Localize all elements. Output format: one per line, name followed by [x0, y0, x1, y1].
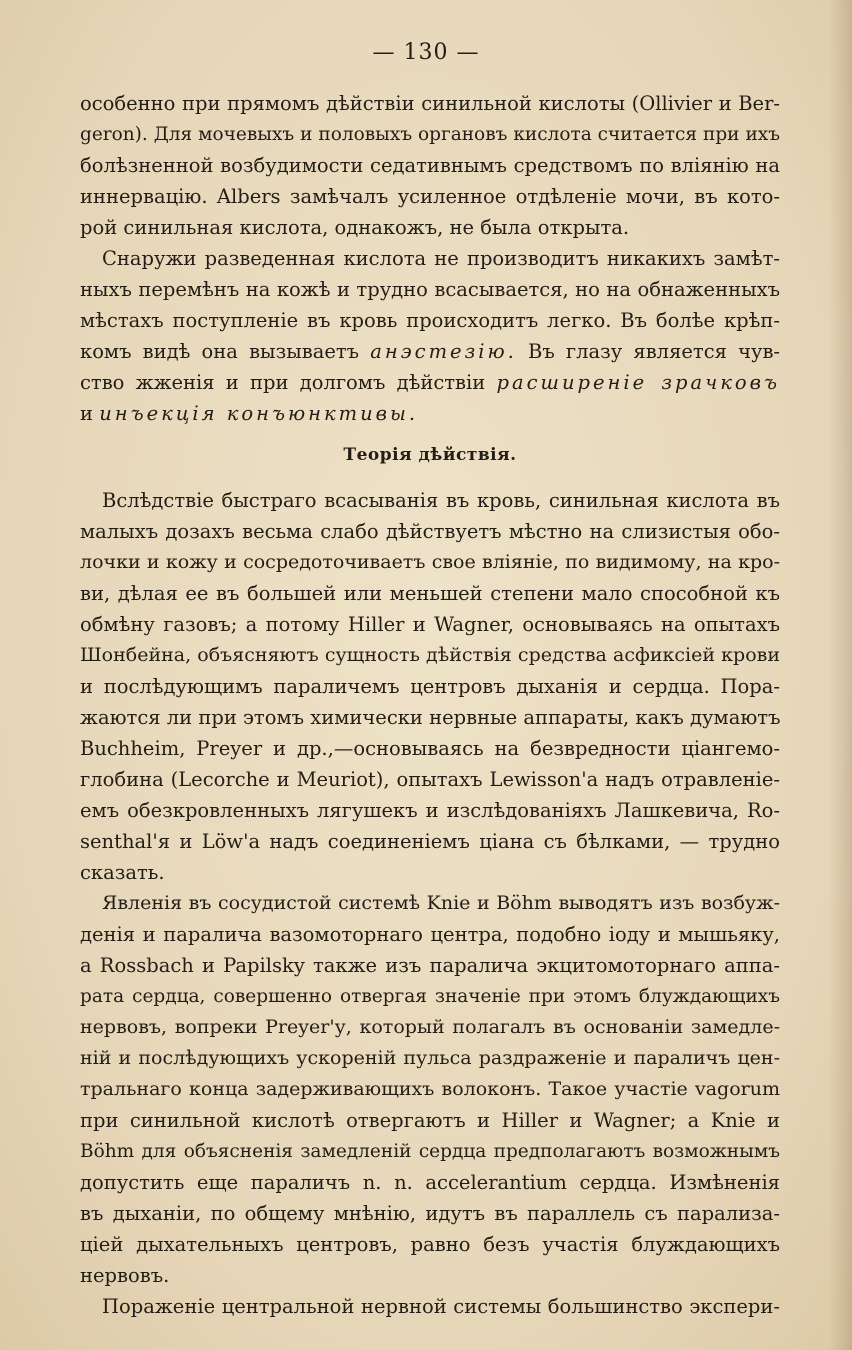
- text-line: мѣстахъ поступленіе въ кровь происходитъ легко. Въ болѣе крѣп-: [80, 309, 780, 332]
- text-segment: комъ видѣ она вызываетъ: [80, 340, 360, 363]
- text-line: болѣзненной возбудимости седативнымъ средствомъ по вліянію на: [80, 154, 780, 177]
- text-line: ви, дѣлая ее въ большей или меньшей степени мало способной къ: [80, 582, 780, 605]
- text-line: ній и послѣдующихъ ускореній пульса раздраженіе и параличъ цен-: [80, 1047, 780, 1069]
- text-line: a Rossbach и Papilsky также изъ паралича экцитомоторнаго аппа-: [80, 954, 780, 977]
- text-line: senthal'я и Löw'а надъ соединеніемъ ціана съ бѣлками, — трудно: [80, 830, 780, 853]
- paragraph-5: [80, 1291, 780, 1322]
- text-segment: Въ глазу является чув-: [528, 340, 780, 363]
- text-line: малыхъ дозахъ весьма слабо дѣйствуетъ мѣстно на слизистыя обо-: [80, 520, 780, 543]
- text-line: Buchheim, Preyer и др.,—основываясь на безвредности ціангемо-: [80, 737, 780, 760]
- text-line: особенно при прямомъ дѣйствіи синильной кислоты (Ollivier и Ber-: [80, 92, 780, 115]
- text-line: [80, 398, 780, 429]
- text-line: Шонбейна, объясняютъ сущность дѣйствія средства асфиксіей крови: [80, 644, 780, 666]
- text-segment: и: [80, 402, 93, 425]
- text-line: ныхъ перемѣнъ на кожѣ и трудно всасывается, но на обнаженныхъ: [80, 278, 780, 301]
- emphasized-term-conjunctival-injection: инъекція конъюнктивы.: [99, 402, 419, 425]
- text-line: обмѣну газовъ; а потому Hiller и Wagner, основываясь на опытахъ: [80, 613, 780, 636]
- text-segment: ство жженія и при долгомъ дѣйствіи: [80, 371, 486, 394]
- text-line: иннервацію. Albers замѣчалъ усиленное отдѣленіе мочи, въ кото-: [80, 185, 780, 208]
- text-line: geron). Для мочевыхъ и половыхъ органовъ кислота считается при ихъ: [80, 124, 780, 145]
- text-line: ціей дыхательныхъ центровъ, равно безъ участія блуждающихъ: [80, 1233, 780, 1256]
- text-line: Снаружи разведенная кислота не производитъ никакихъ замѣт-: [102, 247, 780, 270]
- emphasized-term-pupil-dilation: расширеніе зрачковъ: [496, 371, 780, 394]
- paragraph-1: [80, 88, 780, 243]
- text-line: [80, 367, 780, 398]
- paragraph-3: [80, 485, 780, 888]
- text-line: Пораженіе центральной нервной системы большинство экспери-: [102, 1295, 780, 1318]
- text-line: тральнаго конца задерживающихъ волоконъ. Такое участіе vagorum: [80, 1078, 780, 1100]
- text-line: глобина (Lecorche и Meuriot), опытахъ Lewisson'a надъ отравленіе-: [80, 768, 780, 791]
- text-line: Явленія въ сосудистой системѣ Knie и Böhm выводятъ изъ возбуж-: [102, 892, 780, 914]
- text-line: [80, 336, 780, 367]
- paragraph-2: [80, 243, 780, 429]
- text-line: допустить еще параличъ n. n. accelerantium сердца. Измѣненія: [80, 1171, 780, 1194]
- section-heading: Теорія дѣйствія.: [343, 445, 517, 465]
- text-line: жаются ли при этомъ химически нервные аппараты, какъ думаютъ: [80, 706, 780, 729]
- paragraph-4: [80, 888, 780, 1291]
- page-spine-shadow: [828, 0, 852, 1350]
- text-line: нервовъ, вопреки Preyer'у, который полагалъ въ основаніи замедле-: [80, 1016, 780, 1038]
- text-line: денія и паралича вазомоторнаго центра, подобно іоду и мышьяку,: [80, 923, 780, 946]
- text-line: Böhm для объясненія замедленій сердца предполагаютъ возможнымъ: [80, 1141, 780, 1162]
- text-line: рата сердца, совершенно отвергая значеніе при этомъ блуждающихъ: [80, 986, 780, 1007]
- emphasized-term-anesthesia: анэстезію.: [370, 340, 517, 363]
- text-line: рой синильная кислота, однакожъ, не была открыта.: [80, 216, 630, 239]
- text-line: емъ обезкровленныхъ лягушекъ и изслѣдованіяхъ Лашкевича, Ro-: [80, 799, 780, 822]
- text-line: сказать.: [80, 861, 165, 884]
- text-line: и послѣдующимъ параличемъ центровъ дыханія и сердца. Пора-: [80, 675, 780, 698]
- text-line: въ дыханіи, по общему мнѣнію, идутъ въ параллель съ парализа-: [80, 1202, 780, 1225]
- text-line: Вслѣдствіе быстраго всасыванія въ кровь, синильная кислота въ: [102, 489, 780, 512]
- text-line: лочки и кожу и сосредоточиваетъ свое вліяніе, по видимому, на кро-: [80, 551, 780, 573]
- page-number: — 130 —: [372, 40, 480, 65]
- text-line: при синильной кислотѣ отвергаютъ и Hiller и Wagner; a Knie и: [80, 1109, 780, 1132]
- page-text: [80, 88, 780, 1322]
- text-line: нервовъ.: [80, 1264, 170, 1287]
